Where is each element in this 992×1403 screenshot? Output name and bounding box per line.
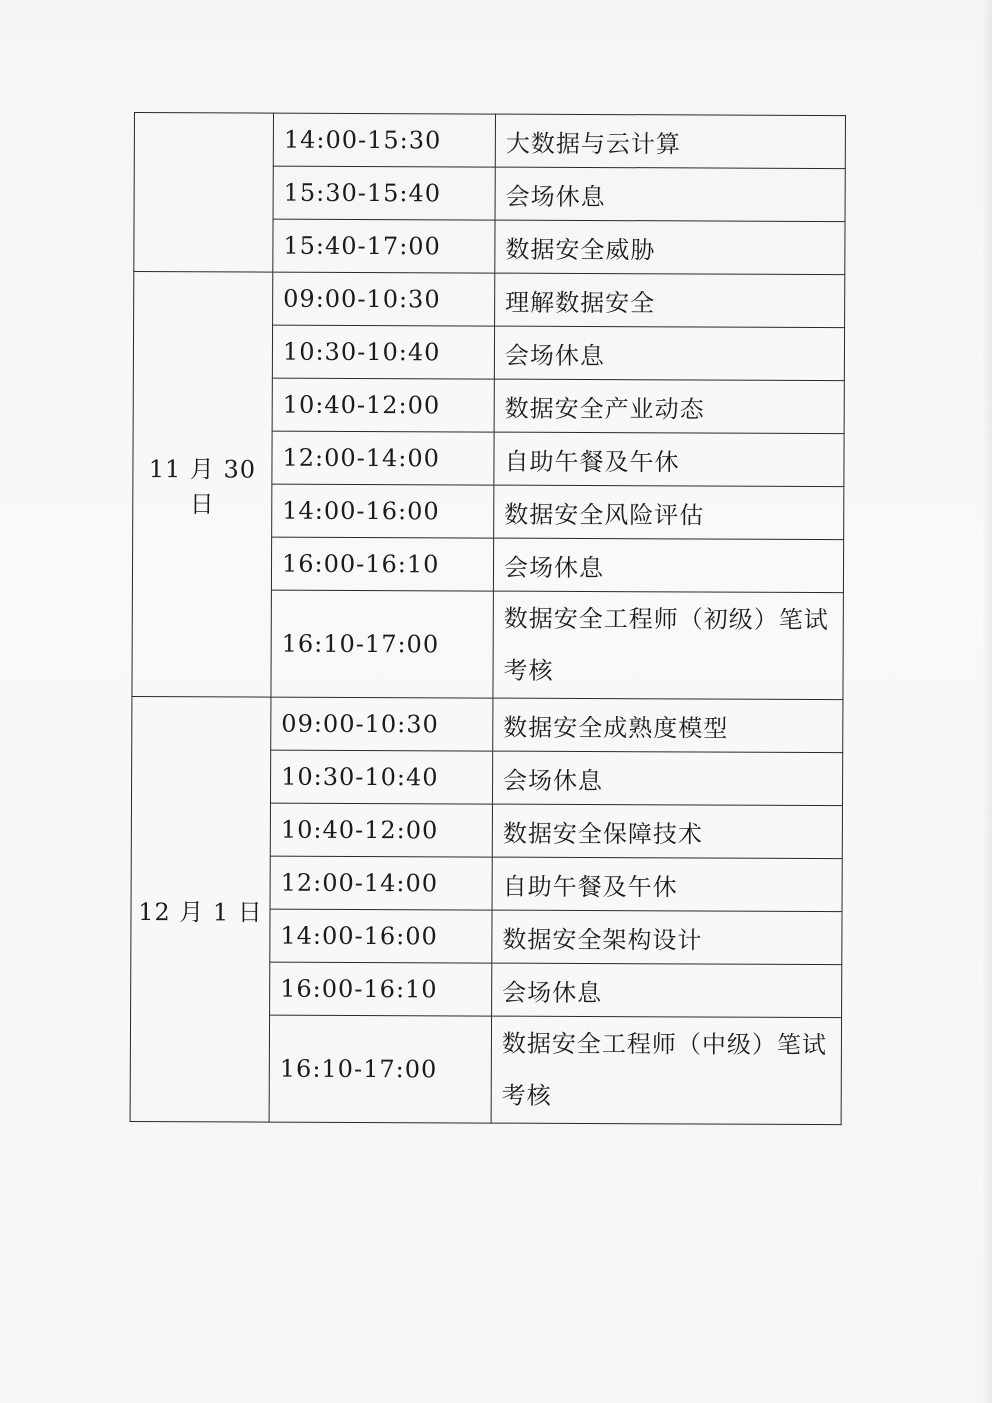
topic-cell: 数据安全架构设计 [492, 910, 842, 965]
time-cell: 12:00-14:00 [272, 431, 494, 485]
topic-cell: 数据安全风险评估 [494, 485, 844, 540]
training-schedule-table [130, 112, 846, 1125]
time-cell: 16:10-17:00 [269, 1015, 491, 1123]
time-cell: 10:30-10:40 [270, 750, 492, 804]
date-cell-dec-1: 12 月 1 日 [130, 696, 271, 1122]
time-cell: 10:40-12:00 [272, 378, 494, 432]
time-cell: 16:00-16:10 [271, 537, 493, 591]
time-cell: 14:00-16:00 [272, 484, 494, 538]
topic-cell: 数据安全威胁 [495, 220, 845, 275]
topic-cell: 会场休息 [495, 167, 845, 222]
topic-cell: 会场休息 [492, 751, 842, 806]
topic-cell: 自助午餐及午休 [492, 857, 842, 912]
topic-cell-exam: 数据安全工程师（初级）笔试考核 [493, 591, 843, 700]
topic-cell-exam: 数据安全工程师（中级）笔试考核 [491, 1016, 841, 1125]
topic-cell: 数据安全产业动态 [494, 379, 844, 434]
topic-cell: 理解数据安全 [495, 273, 845, 328]
topic-cell: 大数据与云计算 [495, 114, 845, 169]
topic-cell: 会场休息 [494, 326, 844, 381]
date-cell-nov-30: 11 月 30 日 [132, 272, 273, 698]
scan-shadow-edge [982, 0, 992, 1403]
time-cell: 16:10-17:00 [271, 590, 493, 698]
time-cell: 15:40-17:00 [273, 219, 495, 273]
table-row [134, 272, 845, 328]
topic-cell: 数据安全成熟度模型 [493, 698, 843, 753]
time-cell: 15:30-15:40 [273, 166, 495, 220]
time-cell: 16:00-16:10 [270, 962, 492, 1016]
time-cell: 09:00-10:30 [273, 272, 495, 326]
time-cell: 12:00-14:00 [270, 856, 492, 910]
topic-cell: 自助午餐及午休 [494, 432, 844, 487]
time-cell: 14:00-15:30 [273, 113, 495, 167]
date-cell-continuation [134, 113, 274, 273]
topic-cell: 会场休息 [493, 538, 843, 593]
time-cell: 10:40-12:00 [270, 803, 492, 857]
table-row [132, 696, 843, 752]
time-cell: 09:00-10:30 [271, 697, 493, 751]
time-cell: 14:00-16:00 [270, 909, 492, 963]
topic-cell: 数据安全保障技术 [492, 804, 842, 859]
time-cell: 10:30-10:40 [272, 325, 494, 379]
topic-cell: 会场休息 [492, 963, 842, 1018]
table-row [134, 113, 845, 169]
